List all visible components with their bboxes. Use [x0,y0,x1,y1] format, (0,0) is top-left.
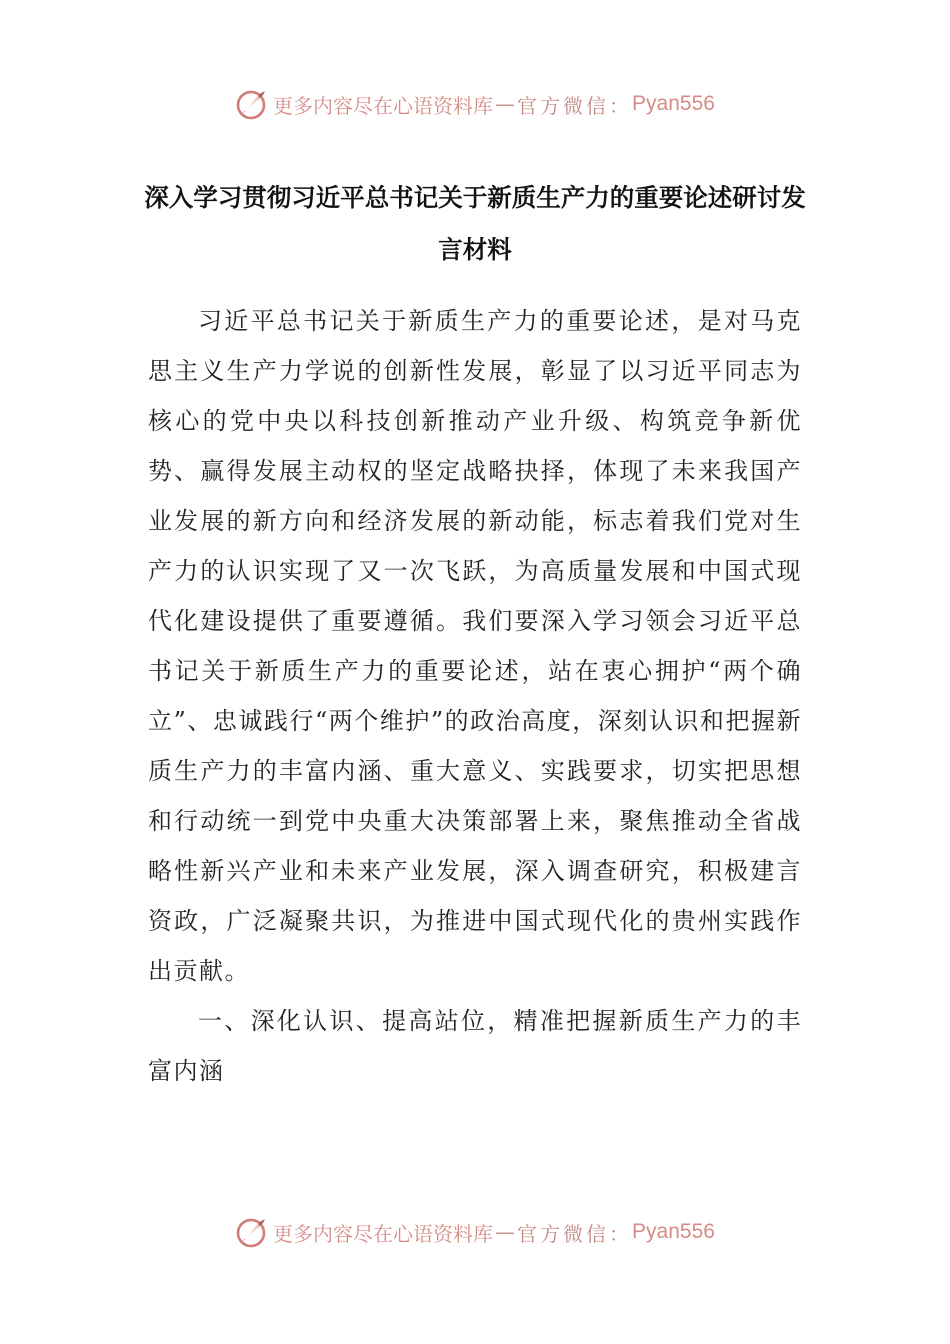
banner-wechat-label: 官方微信： [517,93,633,118]
banner-separator: — [495,1220,516,1244]
document-title: 深入学习贯彻习近平总书记关于新质生产力的重要论述研讨发言材料 [144,183,806,264]
paragraph-intro: 习近平总书记关于新质生产力的重要论述，是对马克思主义生产力学说的创新性发展，彰显了以习近平同志为核心的党中央以科技创新推动产业升级、构筑竞争新优势、赢得发展主动权的坚定战略抉择，体现了未来我国产业发展的新方向和经济发展的新动能，标志着我们党对生产力的认识实现了又一次飞跃，为高质量发展和中国式现代化建设提供了重要遵循。我们要深入学习领会习近平总书记关于新质生产力的重要论述，站在衷心拥护“两个确立”、忠诚践行“两个维护”的政治高度，深刻认识和把握新质生产力的丰富内涵、重大意义、实践要求，切实把思想和行动统一到党中央重大决策部署上来，聚焦推动全省战略性新兴产业和未来产业发展，深入调查研究，积极建言资政，广泛凝聚共识，为推进中国式现代化的贵州实践作出贡献。 [148,307,802,985]
banner-wechat-id: Pyan556 [632,1220,715,1243]
quill-logo-icon [235,1215,269,1249]
document-body [148,296,802,1096]
banner-wechat-id: Pyan556 [632,92,715,115]
footer-banner [0,1210,950,1254]
quill-logo-icon [235,87,269,121]
banner-text: 更多内容尽在心语资料库 [273,93,494,118]
banner-separator: — [495,92,516,116]
banner-wechat-label: 官方微信： [517,1221,633,1246]
header-banner [0,82,950,126]
banner-text: 更多内容尽在心语资料库 [273,1221,494,1246]
section-heading-1: 一、深化认识、提高站位，精准把握新质生产力的丰富内涵 [148,1007,802,1085]
